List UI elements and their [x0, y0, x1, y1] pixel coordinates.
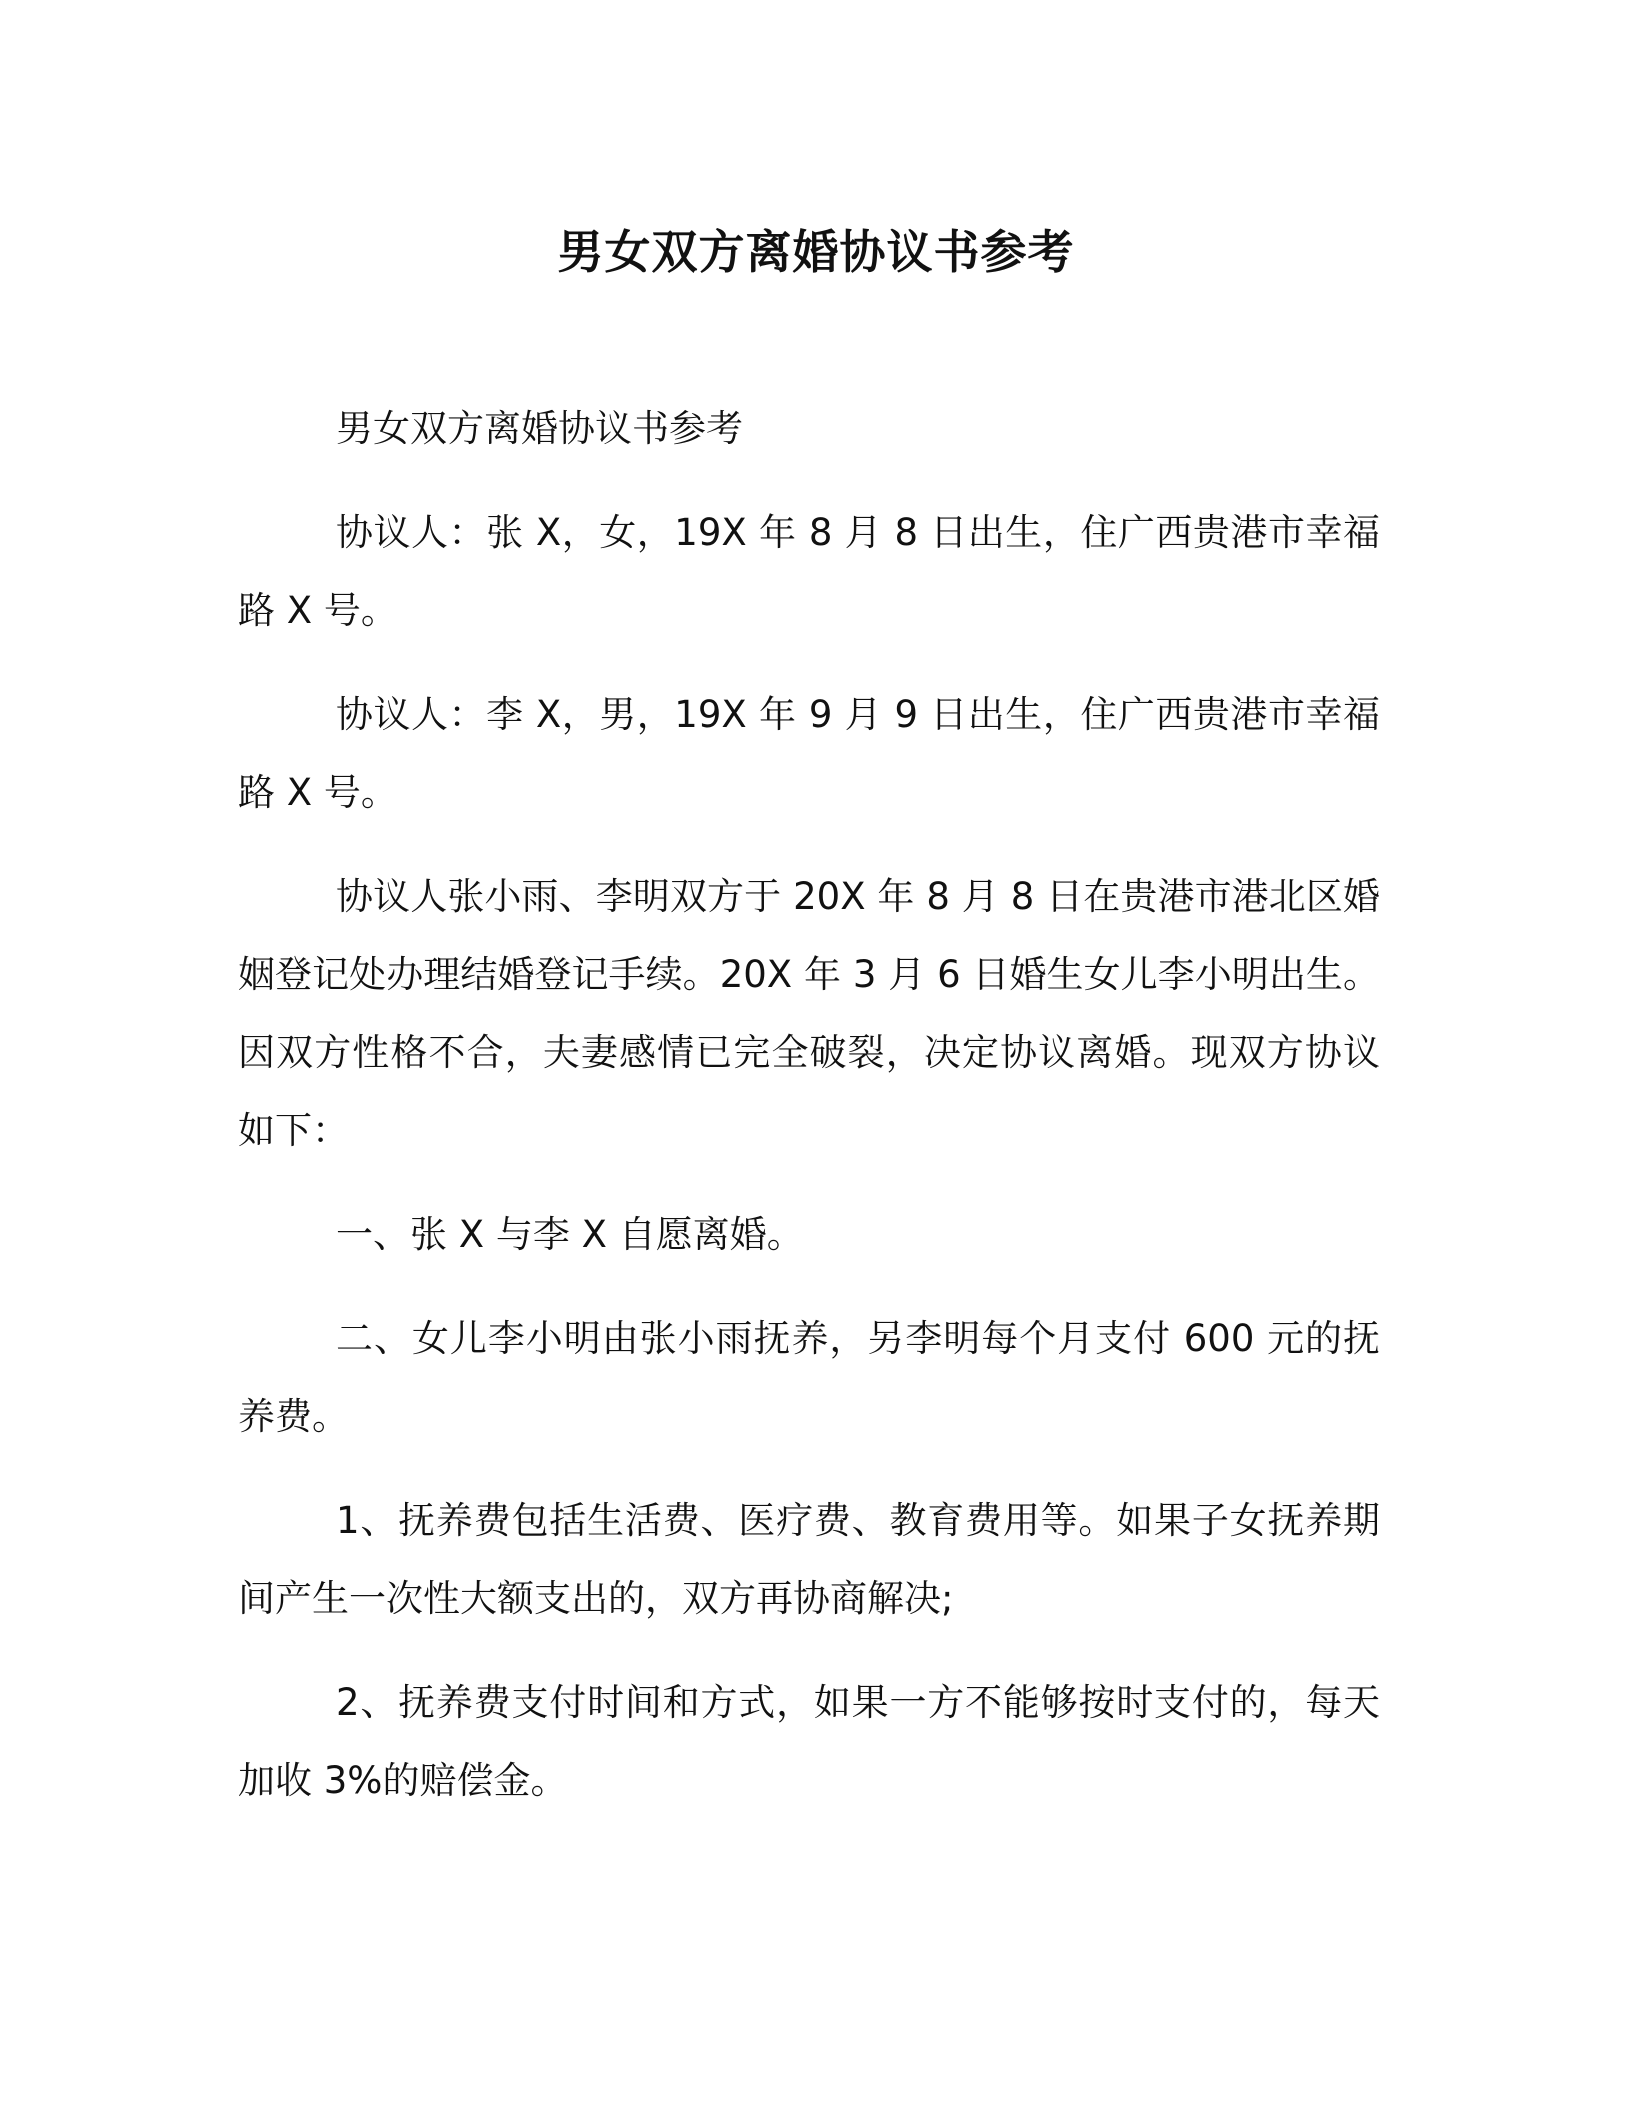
document-title: 男女双方离婚协议书参考	[557, 225, 1075, 279]
paragraph-subclause-2: 2、抚养费支付时间和方式，如果一方不能够按时支付的，每天加收 3%的赔偿金。	[238, 1681, 1380, 1802]
paragraph-party-li: 协议人：李 X，男，19X 年 9 月 9 日出生，住广西贵港市幸福路 X 号。	[238, 693, 1380, 814]
paragraph-clause-1: 一、张 X 与李 X 自愿离婚。	[336, 1213, 804, 1256]
paragraph-subtitle: 男女双方离婚协议书参考	[336, 407, 743, 450]
paragraph-background: 协议人张小雨、李明双方于 20X 年 8 月 8 日在贵港市港北区婚姻登记处办理结婚登记手续。20X 年 3 月 6 日婚生女儿李小明出生。因双方性格不合，夫妻感情已完全破裂，决定协议离婚。现双方协议如下：	[238, 875, 1380, 1152]
paragraph-subclause-1: 1、抚养费包括生活费、医疗费、教育费用等。如果子女抚养期间产生一次性大额支出的，双方再协商解决;	[238, 1499, 1380, 1620]
paragraph-clause-2: 二、女儿李小明由张小雨抚养，另李明每个月支付 600 元的抚养费。	[238, 1317, 1380, 1438]
document-body	[238, 390, 1380, 1846]
paragraph-party-zhang: 协议人：张 X，女，19X 年 8 月 8 日出生，住广西贵港市幸福路 X 号。	[238, 511, 1380, 632]
